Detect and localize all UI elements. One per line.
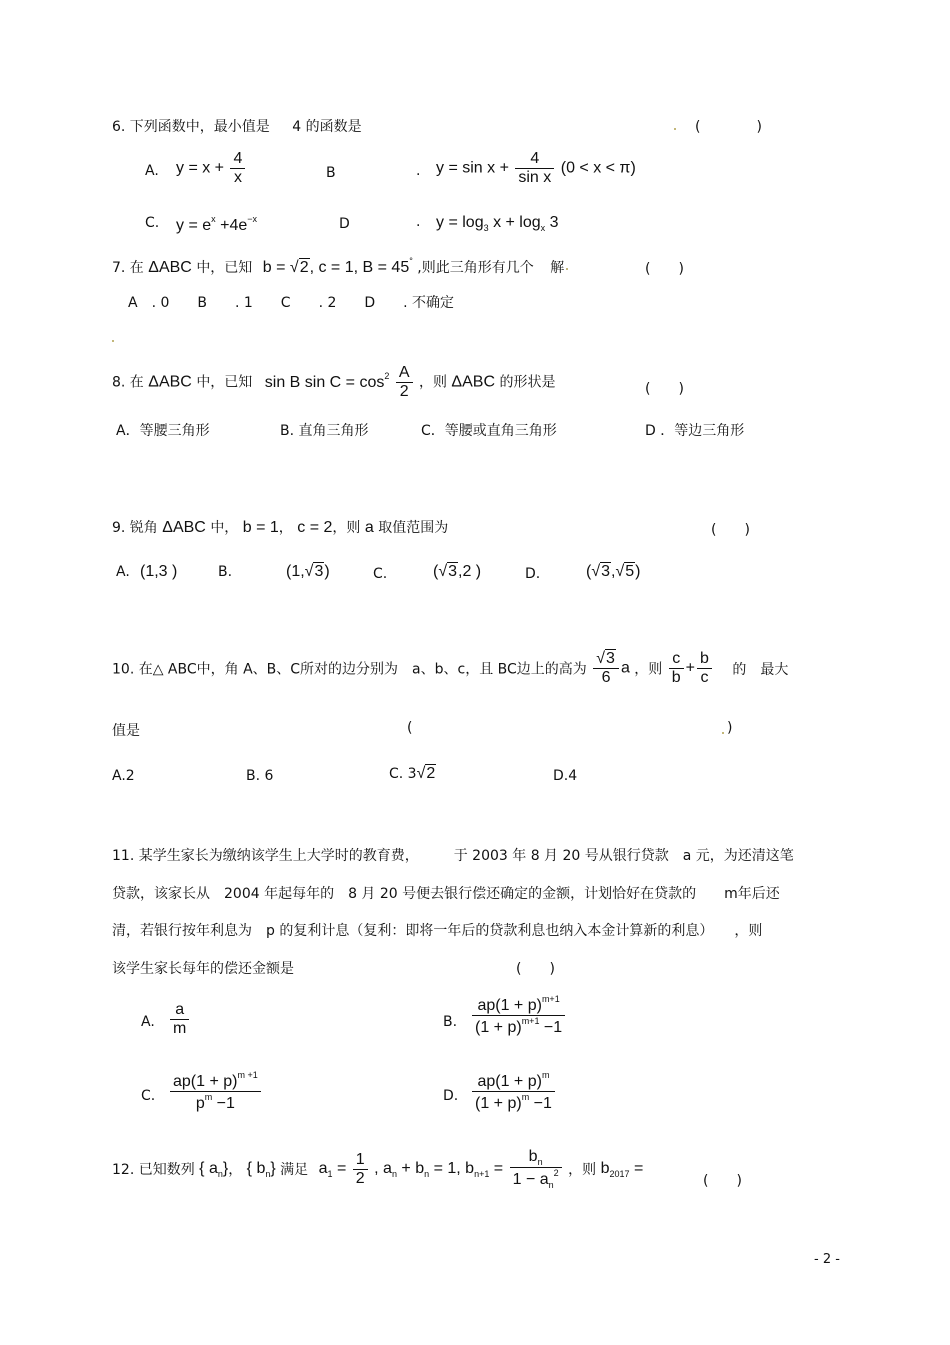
q6-option-a-label: A.	[145, 163, 159, 179]
q10-option-a: A.2	[112, 768, 135, 784]
q6-stem: 6. 下列函数中，最小值是 4 的函数是	[112, 119, 362, 135]
q6-paren: ( )	[695, 119, 762, 135]
q9-option-c-label: C.	[373, 566, 388, 582]
q6-option-a-expr: y = x + $\frac{4}{x}$	[176, 150, 247, 187]
q9-option-a-label: A.	[116, 564, 130, 580]
q10-line2: 值是	[112, 723, 140, 739]
q11-paren: ( )	[516, 961, 555, 977]
q6-option-c-expr: $y = e^x +4e^{-x}$	[176, 214, 257, 234]
q9-option-b-value: (1,√3)	[286, 563, 330, 580]
q6-option-d-label: D	[339, 216, 350, 232]
q11-option-b-expr: $\frac{ap(1 + p)^{m+1}}{(1 + p)^{m+1} -1}$	[470, 994, 567, 1037]
q6-option-c-label: C.	[145, 215, 160, 231]
q8-option-d: D ．等边三角形	[645, 423, 745, 439]
q7-mark	[566, 268, 568, 270]
q6-option-b-label: B	[326, 165, 336, 181]
q6-option-b-dot: .	[416, 163, 421, 179]
q8-option-c: C．等腰或直角三角形	[421, 423, 557, 439]
q7-paren: ( )	[645, 261, 684, 277]
q11-option-a-expr: $\frac{a}{m}$	[168, 1001, 191, 1038]
q9-stem: 9. 锐角 ΔABC 中， b = 1， c = 2，则 a 取值范围为	[112, 519, 449, 536]
q6-option-d-dot: .	[416, 214, 421, 230]
q6-option-b-expr: y = sin x + $\frac{4}{\text{sin x}}$ (0 < x < π)	[436, 150, 636, 186]
q11-line4: 该学生家长每年的偿还金额是	[112, 961, 294, 977]
q11-option-d-label: D.	[443, 1088, 459, 1104]
q9-option-d-label: D.	[525, 566, 541, 582]
q11-line3: 清，若银行按年利息为 p 的复利计息（复利：即将一年后的贷款利息也纳入本金计算新的利息） ，则	[112, 923, 763, 939]
q7-options: A . 0 B . 1 C . 2 D . 不确定	[128, 295, 455, 311]
q8-option-b: B. 直角三角形	[280, 423, 369, 439]
q12-paren: ( )	[703, 1173, 742, 1189]
q9-option-a-value: (1,3 )	[140, 563, 178, 580]
q6-option-d-expr: $y = \log_3 x + \log_x 3$	[436, 214, 559, 233]
q9-option-c-value: (√3,2 )	[433, 563, 482, 580]
q11-line2: 贷款，该家长从 2004 年起每年的 8 月 20 号便去银行偿还确定的金额，计划恰好在贷款的 m年后还	[112, 886, 780, 902]
q7-stem: 7. 在 ΔABC 中，已知 b = √2, c = 1, B = 45° ,则此三角形有几个 解	[112, 256, 565, 276]
q10-stem: 10. 在△ ABC中，角 A、B、C所对的边分别为 a、b、c，且 BC边上的高为 $\frac{√3}{6}$ a ，则 $\frac{c}{b}$ + $\frac{b}{c}$ 的 最大	[112, 650, 789, 686]
q9-option-b-label: B.	[218, 564, 233, 580]
q9-paren: ( )	[711, 522, 750, 538]
q10-option-d: D.4	[553, 768, 578, 784]
q8-paren: ( )	[645, 381, 684, 397]
q8-stem: 8. 在 ΔABC 中，已知 sin B $\sin C = \cos^2$ $\frac{A}{2}$ ，则 ΔABC 的形状是	[112, 364, 556, 400]
q11-option-c-expr: $\frac{ap(1 + p)^{m +1}}{p^m -1}$	[168, 1070, 263, 1113]
q10-option-c: C. 3√2	[389, 765, 436, 782]
q12-stem: 12. 已知数列 { $a_n$}， { $b_n$} 满足 $a_1$ = $\frac{1}{2}$ , $a_n + b_n = 1$, $b_{n+1}$ = $\frac{b_n}{1 - a_n^2}$ ，则 $b_{2017}$ =	[112, 1148, 644, 1190]
q6-mark	[674, 128, 676, 130]
q10-option-b: B. 6	[246, 768, 274, 784]
q11-option-b-label: B.	[443, 1014, 458, 1030]
q11-option-d-expr: $\frac{ap(1 + p)^m}{(1 + p)^m -1}$	[470, 1070, 557, 1113]
q7-stray-mark	[112, 340, 114, 342]
q10-paren-left: (	[407, 720, 413, 736]
q11-option-c-label: C.	[141, 1088, 156, 1104]
q8-option-a: A．等腰三角形	[116, 423, 210, 439]
q11-option-a-label: A.	[141, 1014, 155, 1030]
q10-paren-right: )	[727, 720, 733, 736]
q9-option-d-value: (√3,√5)	[586, 563, 641, 580]
q11-line1: 11. 某学生家长为缴纳该学生上大学时的教育费， 于 2003 年 8 月 20 号从银行贷款 a 元，为还清这笔	[112, 848, 794, 864]
q10-mark	[722, 732, 724, 734]
page-number: - 2 -	[814, 1252, 840, 1267]
